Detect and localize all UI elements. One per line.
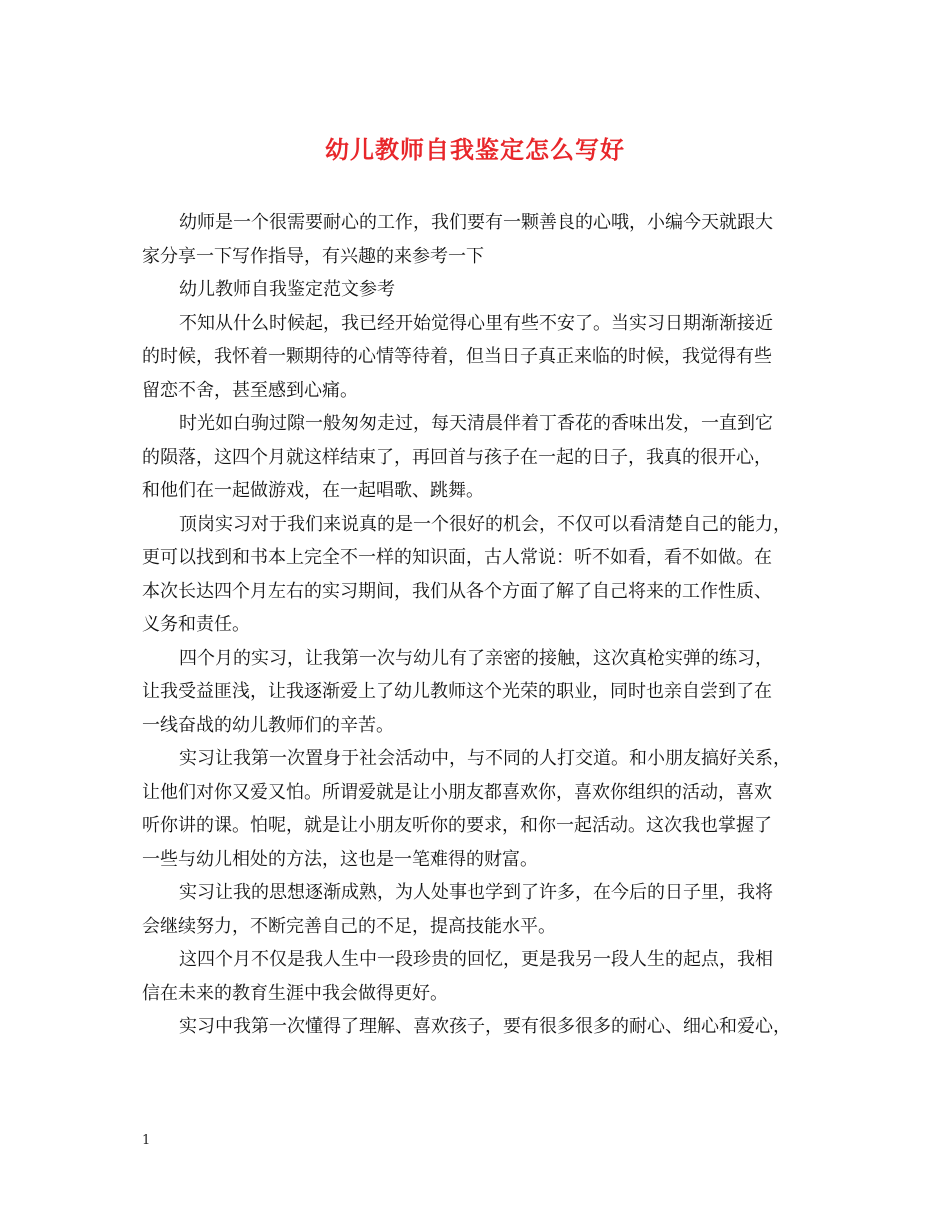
- body-line: 会继续努力，不断完善自己的不足，提高技能水平。: [142, 915, 556, 937]
- body-line: 不知从什么时候起，我已经开始觉得心里有些不安了。当实习日期渐渐接近: [179, 312, 773, 334]
- body-line: 义务和责任。: [142, 614, 250, 635]
- body-line: 实习中我第一次懂得了理解、喜欢孩子，要有很多很多的耐心、细心和爱心，: [179, 1016, 791, 1037]
- body-line: 一些与幼儿相处的方法，这也是一笔难得的财富。: [142, 848, 538, 870]
- body-line: 家分享一下写作指导，有兴趣的来参考一下: [142, 245, 484, 267]
- page-number: 1: [142, 1133, 151, 1148]
- document-body: [142, 206, 822, 1044]
- body-line: 四个月的实习，让我第一次与幼儿有了亲密的接触，这次真枪实弹的练习，: [179, 647, 773, 669]
- body-line: 幼师是一个很需要耐心的工作，我们要有一颗善良的心哦，小编今天就跟大: [179, 212, 773, 233]
- body-line: 顶岗实习对于我们来说真的是一个很好的机会，不仅可以看清楚自己的能力，: [179, 513, 791, 535]
- body-line: 让他们对你又爱又怕。所谓爱就是让小朋友都喜欢你，喜欢你组织的活动，喜欢: [142, 781, 772, 803]
- body-line: 更可以找到和书本上完全不一样的知识面，古人常说：听不如看，看不如做。在: [142, 547, 772, 568]
- body-line: 本次长达四个月左右的实习期间，我们从各个方面了解了自己将来的工作性质、: [142, 580, 772, 602]
- document-title: 幼儿教师自我鉴定怎么写好: [325, 135, 625, 164]
- body-line: 实习让我第一次置身于社会活动中，与不同的人打交道。和小朋友搞好关系，: [179, 748, 791, 769]
- body-line: 留恋不舍，甚至感到心痛。: [142, 379, 358, 401]
- body-line: 一线奋战的幼儿教师们的辛苦。: [142, 714, 394, 736]
- body-line: 实习让我的思想逐渐成熟，为人处事也学到了许多，在今后的日子里，我将: [179, 882, 773, 903]
- body-line: 幼儿教师自我鉴定范文参考: [179, 279, 395, 300]
- body-line: 时光如白驹过隙一般匆匆走过，每天清晨伴着丁香花的香味出发，一直到它: [179, 413, 773, 434]
- body-line: 让我受益匪浅，让我逐渐爱上了幼儿教师这个光荣的职业，同时也亲自尝到了在: [142, 681, 772, 702]
- body-line: 的陨落，这四个月就这样结束了，再回首与孩子在一起的日子，我真的很开心，: [142, 446, 772, 468]
- body-line: 听你讲的课。怕呢，就是让小朋友听你的要求，和你一起活动。这次我也掌握了: [142, 815, 772, 836]
- body-line: 的时候，我怀着一颗期待的心情等待着，但当日子真正来临的时候，我觉得有些: [142, 346, 772, 367]
- body-line: 和他们在一起做游戏，在一起唱歌、跳舞。: [142, 480, 484, 501]
- body-line: 信在未来的教育生涯中我会做得更好。: [142, 982, 448, 1004]
- body-line: 这四个月不仅是我人生中一段珍贵的回忆，更是我另一段人生的起点，我相: [179, 949, 773, 970]
